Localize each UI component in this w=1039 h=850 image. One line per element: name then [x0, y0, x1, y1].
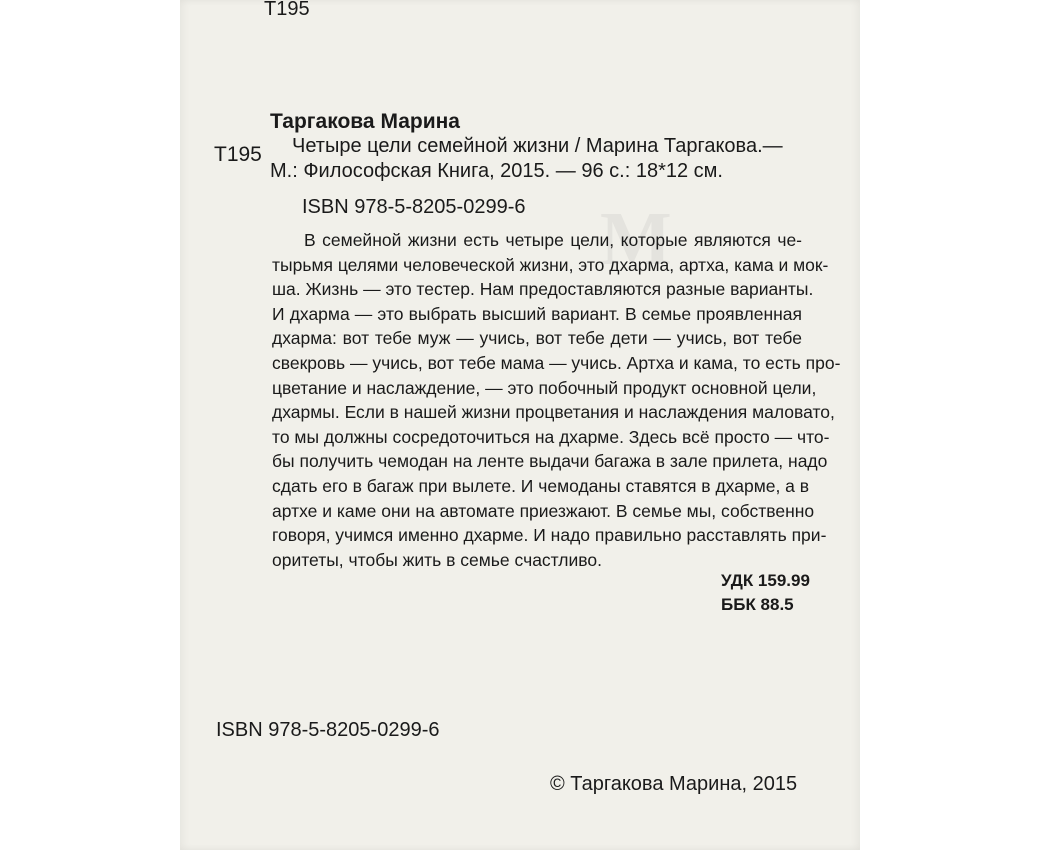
- abstract-line: сдать его в багаж при вылете. И чемоданы ставятся в дхарме, а в: [272, 475, 810, 496]
- bleed-through-decoration: М: [600, 197, 672, 281]
- author-heading: Таргакова Марина: [270, 110, 460, 133]
- imprint-line: М.: Философская Книга, 2015. — 96 с.: 18*12 см.: [270, 160, 723, 182]
- abstract-line: В семейной жизни есть четыре цели, которые являются че-: [304, 230, 802, 250]
- bbk-code: ББК 88.5: [721, 595, 794, 614]
- abstract-line: оритеты, чтобы жить в семье счастливо.: [272, 549, 602, 570]
- isbn-bottom: ISBN 978-5-8205-0299-6: [216, 719, 440, 741]
- abstract-line: дхарма: вот тебе муж — учись, вот тебе дети — учись, вот тебе: [272, 328, 802, 349]
- abstract-line: дхармы. Если в нашей жизни процветания и наслаждения маловато,: [272, 402, 835, 423]
- top-classification-code: T195: [264, 0, 310, 20]
- abstract-line: свекровь — учись, вот тебе мама — учись. Артха и кама, то есть про-: [272, 352, 841, 373]
- book-page: [180, 0, 860, 850]
- abstract-line: говоря, учимся именно дхарме. И надо правильно расставлять при-: [272, 525, 827, 546]
- abstract-line: ша. Жизнь — это тестер. Нам предоставляются разные варианты.: [272, 279, 814, 300]
- udk-code: УДК 159.99: [721, 571, 810, 590]
- abstract-paragraph: [272, 228, 841, 572]
- copyright-notice: © Таргакова Марина, 2015: [550, 773, 798, 795]
- abstract-line: цветание и наслаждение, — это побочный продукт основной цели,: [272, 377, 817, 398]
- abstract-line: артхе и каме они на автомате приезжают. В семье мы, собственно: [272, 500, 815, 521]
- title-line: Четыре цели семейной жизни / Марина Таргакова.—: [292, 135, 783, 157]
- side-classification-code: T195: [214, 143, 262, 166]
- abstract-line: И дхарма — это выбрать высший вариант. В семье проявленная: [272, 303, 802, 324]
- abstract-line: то мы должны сосредоточиться на дхарме. Здесь всё просто — что-: [272, 426, 830, 447]
- abstract-line: бы получить чемодан на ленте выдачи багажа в зале прилета, надо: [272, 451, 828, 472]
- isbn-top: ISBN 978-5-8205-0299-6: [302, 196, 526, 218]
- abstract-line: тырьмя целями человеческой жизни, это дхарма, артха, кама и мок-: [272, 254, 829, 275]
